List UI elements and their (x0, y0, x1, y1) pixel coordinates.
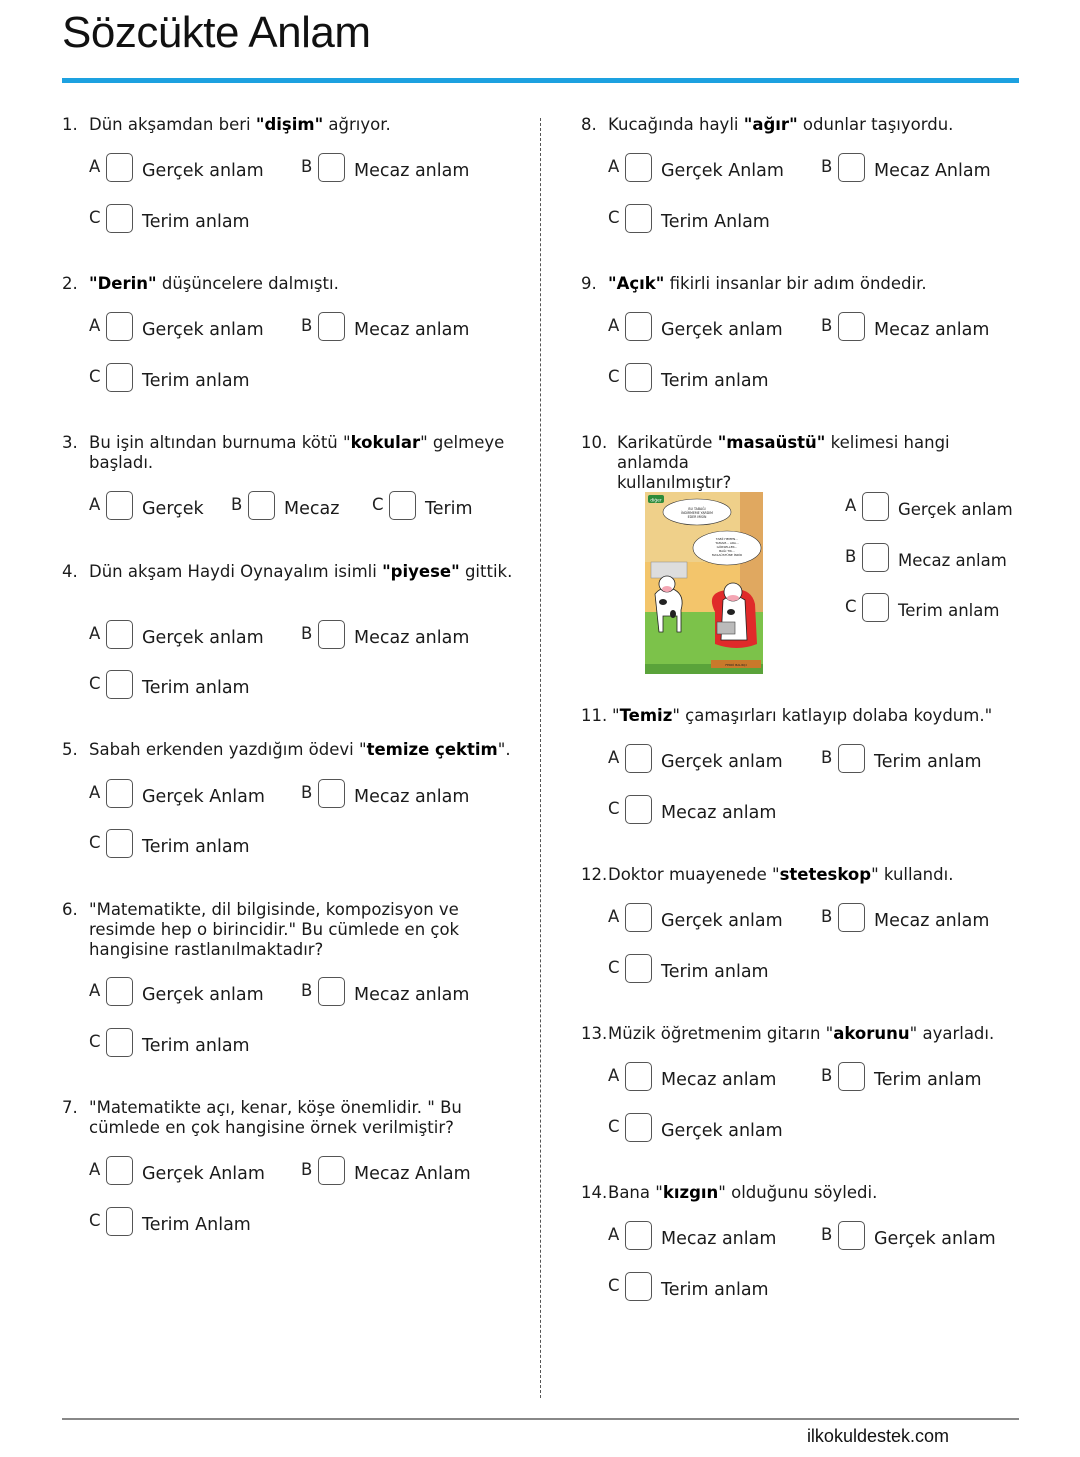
option-b[interactable]: B Mecaz Anlam (301, 1156, 501, 1190)
checkbox[interactable] (838, 312, 865, 341)
question-text: "Temiz" çamaşırları katlayıp dolaba koydum." (612, 706, 993, 725)
option-a[interactable]: A Gerçek anlam (89, 312, 289, 346)
option-b[interactable]: B Gerçek anlam (821, 1221, 1021, 1255)
option-a[interactable]: A Gerçek anlam (845, 492, 1025, 526)
checkbox[interactable] (838, 1062, 865, 1091)
checkbox[interactable] (318, 1156, 345, 1185)
checkbox[interactable] (625, 1272, 652, 1301)
checkbox[interactable] (625, 312, 652, 341)
option-b[interactable]: B Mecaz anlam (845, 543, 1025, 577)
option-a[interactable]: A Mecaz anlam (608, 1221, 808, 1255)
checkbox[interactable] (862, 492, 889, 521)
question-text: "Derin" düşüncelere dalmıştı. (89, 274, 339, 293)
checkbox[interactable] (106, 670, 133, 699)
option-c[interactable]: C Mecaz anlam (608, 795, 808, 829)
footer-site: ilkokuldestek.com (806, 1426, 949, 1446)
checkbox[interactable] (106, 620, 133, 649)
option-a[interactable]: A Gerçek Anlam (89, 779, 289, 813)
key-word: kızgın (662, 1183, 719, 1202)
option-a[interactable]: A Gerçek anlam (89, 153, 289, 187)
question-12 (581, 865, 1021, 887)
option-b[interactable]: B Mecaz anlam (301, 779, 501, 813)
question-1 (62, 115, 532, 137)
question-number: 9. (581, 274, 597, 293)
key-word: "dişim" (255, 115, 324, 134)
question-4 (62, 562, 532, 584)
option-b[interactable]: B Mecaz anlam (301, 153, 501, 187)
question-6 (62, 900, 532, 962)
question-text: Dün akşam Haydi Oynayalım isimli "piyese" gittik. (89, 562, 513, 581)
footer-rule (62, 1418, 1019, 1420)
question-text: Dün akşamdan beri "dişim" ağrıyor. (89, 115, 391, 134)
svg-text:GÖRSELLER...: GÖRSELLER... (716, 545, 738, 549)
option-c[interactable]: C Terim anlam (89, 670, 289, 704)
question-text: Bana "kızgın" olduğunu söyledi. (608, 1183, 878, 1202)
option-c[interactable]: C Terim anlam (608, 1272, 808, 1306)
question-number: 3. (62, 433, 78, 452)
question-text: Kucağında hayli "ağır" odunlar taşıyordu. (608, 115, 954, 134)
option-b[interactable]: B Mecaz Anlam (821, 153, 1021, 187)
key-word: "Derin" (89, 274, 157, 293)
option-a[interactable]: A Gerçek Anlam (89, 1156, 289, 1190)
option-a[interactable]: A Gerçek Anlam (608, 153, 808, 187)
key-word: "ağır" (743, 115, 798, 134)
svg-text:EDER MİSİN: EDER MİSİN (687, 515, 707, 519)
cartoon-image (645, 492, 763, 674)
question-number: 5. (62, 740, 78, 759)
question-number: 13. (581, 1024, 608, 1043)
option-b[interactable]: B Mecaz (231, 491, 361, 525)
checkbox[interactable] (625, 1113, 652, 1142)
checkbox[interactable] (106, 1156, 133, 1185)
page-title: Sözcükte Anlam (62, 8, 371, 57)
question-number: 10. (581, 433, 608, 452)
option-a[interactable]: A Gerçek (89, 491, 219, 525)
checkbox[interactable] (625, 1062, 652, 1091)
checkbox[interactable] (106, 779, 133, 808)
option-a[interactable]: A Mecaz anlam (608, 1062, 808, 1096)
option-c[interactable]: C Terim anlam (89, 829, 289, 863)
question-5 (62, 740, 532, 762)
question-number: 6. (62, 900, 78, 919)
option-b[interactable]: B Terim anlam (821, 1062, 1021, 1096)
option-c[interactable]: C Terim (372, 491, 502, 525)
checkbox[interactable] (318, 977, 345, 1006)
option-b[interactable]: B Mecaz anlam (301, 620, 501, 654)
question-text: "Matematikte açı, kenar, köşe önemlidir. " Bu cümlede en çok hangisine örnek verilmiştir? (89, 1098, 462, 1137)
option-c[interactable]: C Terim Anlam (608, 204, 808, 238)
checkbox[interactable] (106, 491, 133, 520)
question-13 (581, 1024, 1021, 1046)
option-a[interactable]: A Gerçek anlam (608, 903, 808, 937)
checkbox[interactable] (318, 620, 345, 649)
option-c[interactable]: C Gerçek anlam (608, 1113, 808, 1147)
question-number: 1. (62, 115, 78, 134)
option-c[interactable]: C Terim anlam (89, 363, 289, 397)
question-number: 8. (581, 115, 597, 134)
checkbox[interactable] (625, 153, 652, 182)
question-text: Bu işin altından burnuma kötü "kokular" gelmeye başladı. (89, 433, 505, 472)
checkbox[interactable] (838, 903, 865, 932)
option-b[interactable]: B Mecaz anlam (301, 977, 501, 1011)
option-c[interactable]: C Terim anlam (608, 363, 808, 397)
question-number: 2. (62, 274, 78, 293)
option-c[interactable]: C Terim anlam (845, 593, 1025, 627)
cartoon-credit: FERDİ BALIKÇI (725, 663, 747, 667)
option-b[interactable]: B Mecaz anlam (821, 903, 1021, 937)
key-word: akorunu (833, 1024, 910, 1043)
svg-text:TAMAM... ARA...: TAMAM... ARA... (715, 541, 739, 545)
checkbox[interactable] (106, 363, 133, 392)
svg-text:TABİİ HEMEN...: TABİİ HEMEN... (715, 537, 739, 541)
checkbox[interactable] (318, 312, 345, 341)
checkbox[interactable] (625, 204, 652, 233)
option-c[interactable]: C Terim anlam (608, 954, 808, 988)
question-number: 4. (62, 562, 78, 581)
question-text: Müzik öğretmenim gitarın "akorunu" ayarladı. (608, 1024, 995, 1043)
question-text: "Açık" fikirli insanlar bir adım öndedir. (608, 274, 927, 293)
question-number: 12. (581, 865, 608, 884)
checkbox[interactable] (862, 543, 889, 572)
question-8 (581, 115, 1021, 137)
question-9 (581, 274, 1021, 296)
option-c[interactable]: C Terim Anlam (89, 1207, 289, 1241)
key-word: "masaüstü" (717, 433, 826, 452)
checkbox[interactable] (106, 829, 133, 858)
question-7 (62, 1098, 532, 1140)
option-a[interactable]: A Gerçek anlam (608, 744, 808, 778)
checkbox[interactable] (838, 1221, 865, 1250)
checkbox[interactable] (106, 1207, 133, 1236)
option-b[interactable]: B Mecaz anlam (821, 312, 1021, 346)
question-number: 11. (581, 706, 608, 725)
svg-text:MASAÜSTÜNE İNDİR: MASAÜSTÜNE İNDİR (711, 553, 743, 557)
question-10 (581, 433, 1021, 492)
key-word: temize çektim (366, 740, 498, 759)
question-text: "Matematikte, dil bilgisinde, kompozisyon ve resimde hep o birincidir." Bu cümlede en çok hangisine rastlanılmaktadır? (89, 900, 460, 959)
option-c[interactable]: C Terim anlam (89, 1028, 289, 1062)
svg-text:BAĞI TIK...: BAĞI TIK... (719, 549, 735, 553)
checkbox[interactable] (625, 744, 652, 773)
question-number: 7. (62, 1098, 78, 1117)
checkbox[interactable] (106, 153, 133, 182)
option-a[interactable]: A Gerçek anlam (89, 977, 289, 1011)
key-word: Temiz (619, 706, 673, 725)
column-divider (540, 118, 541, 1398)
checkbox[interactable] (106, 1028, 133, 1057)
checkbox[interactable] (106, 312, 133, 341)
question-text: Doktor muayenede "steteskop" kullandı. (608, 865, 954, 884)
checkbox[interactable] (625, 954, 652, 983)
checkbox[interactable] (106, 204, 133, 233)
question-text: Karikatürde "masaüstü" kelimesi hangi anlamda kullanılmıştır? (617, 433, 950, 492)
checkbox[interactable] (625, 795, 652, 824)
question-number: 14. (581, 1183, 608, 1202)
checkbox[interactable] (625, 1221, 652, 1250)
key-word: "Açık" (608, 274, 665, 293)
svg-text:İNDİRMEME YARDIM: İNDİRMEME YARDIM (681, 511, 713, 515)
option-b[interactable]: B Mecaz anlam (301, 312, 501, 346)
option-b[interactable]: B Terim anlam (821, 744, 1021, 778)
option-a[interactable]: A Gerçek anlam (608, 312, 808, 346)
key-word: "piyese" (382, 562, 460, 581)
question-2 (62, 274, 532, 296)
svg-text:BU TABAĞI: BU TABAĞI (688, 507, 706, 511)
checkbox[interactable] (318, 779, 345, 808)
checkbox[interactable] (838, 744, 865, 773)
key-word: steteskop (779, 865, 872, 884)
question-11 (581, 706, 1021, 728)
checkbox[interactable] (838, 153, 865, 182)
checkbox[interactable] (248, 491, 275, 520)
title-underline (62, 78, 1019, 83)
key-word: kokular (350, 433, 421, 452)
cartoon-brand: diğer (650, 498, 662, 504)
checkbox[interactable] (389, 491, 416, 520)
option-a[interactable]: A Gerçek anlam (89, 620, 289, 654)
checkbox[interactable] (106, 977, 133, 1006)
question-3 (62, 433, 532, 475)
checkbox[interactable] (625, 903, 652, 932)
question-text: Sabah erkenden yazdığım ödevi "temize çektim". (89, 740, 511, 759)
checkbox[interactable] (862, 593, 889, 622)
question-14 (581, 1183, 1021, 1205)
checkbox[interactable] (625, 363, 652, 392)
option-c[interactable]: C Terim anlam (89, 204, 289, 238)
checkbox[interactable] (318, 153, 345, 182)
